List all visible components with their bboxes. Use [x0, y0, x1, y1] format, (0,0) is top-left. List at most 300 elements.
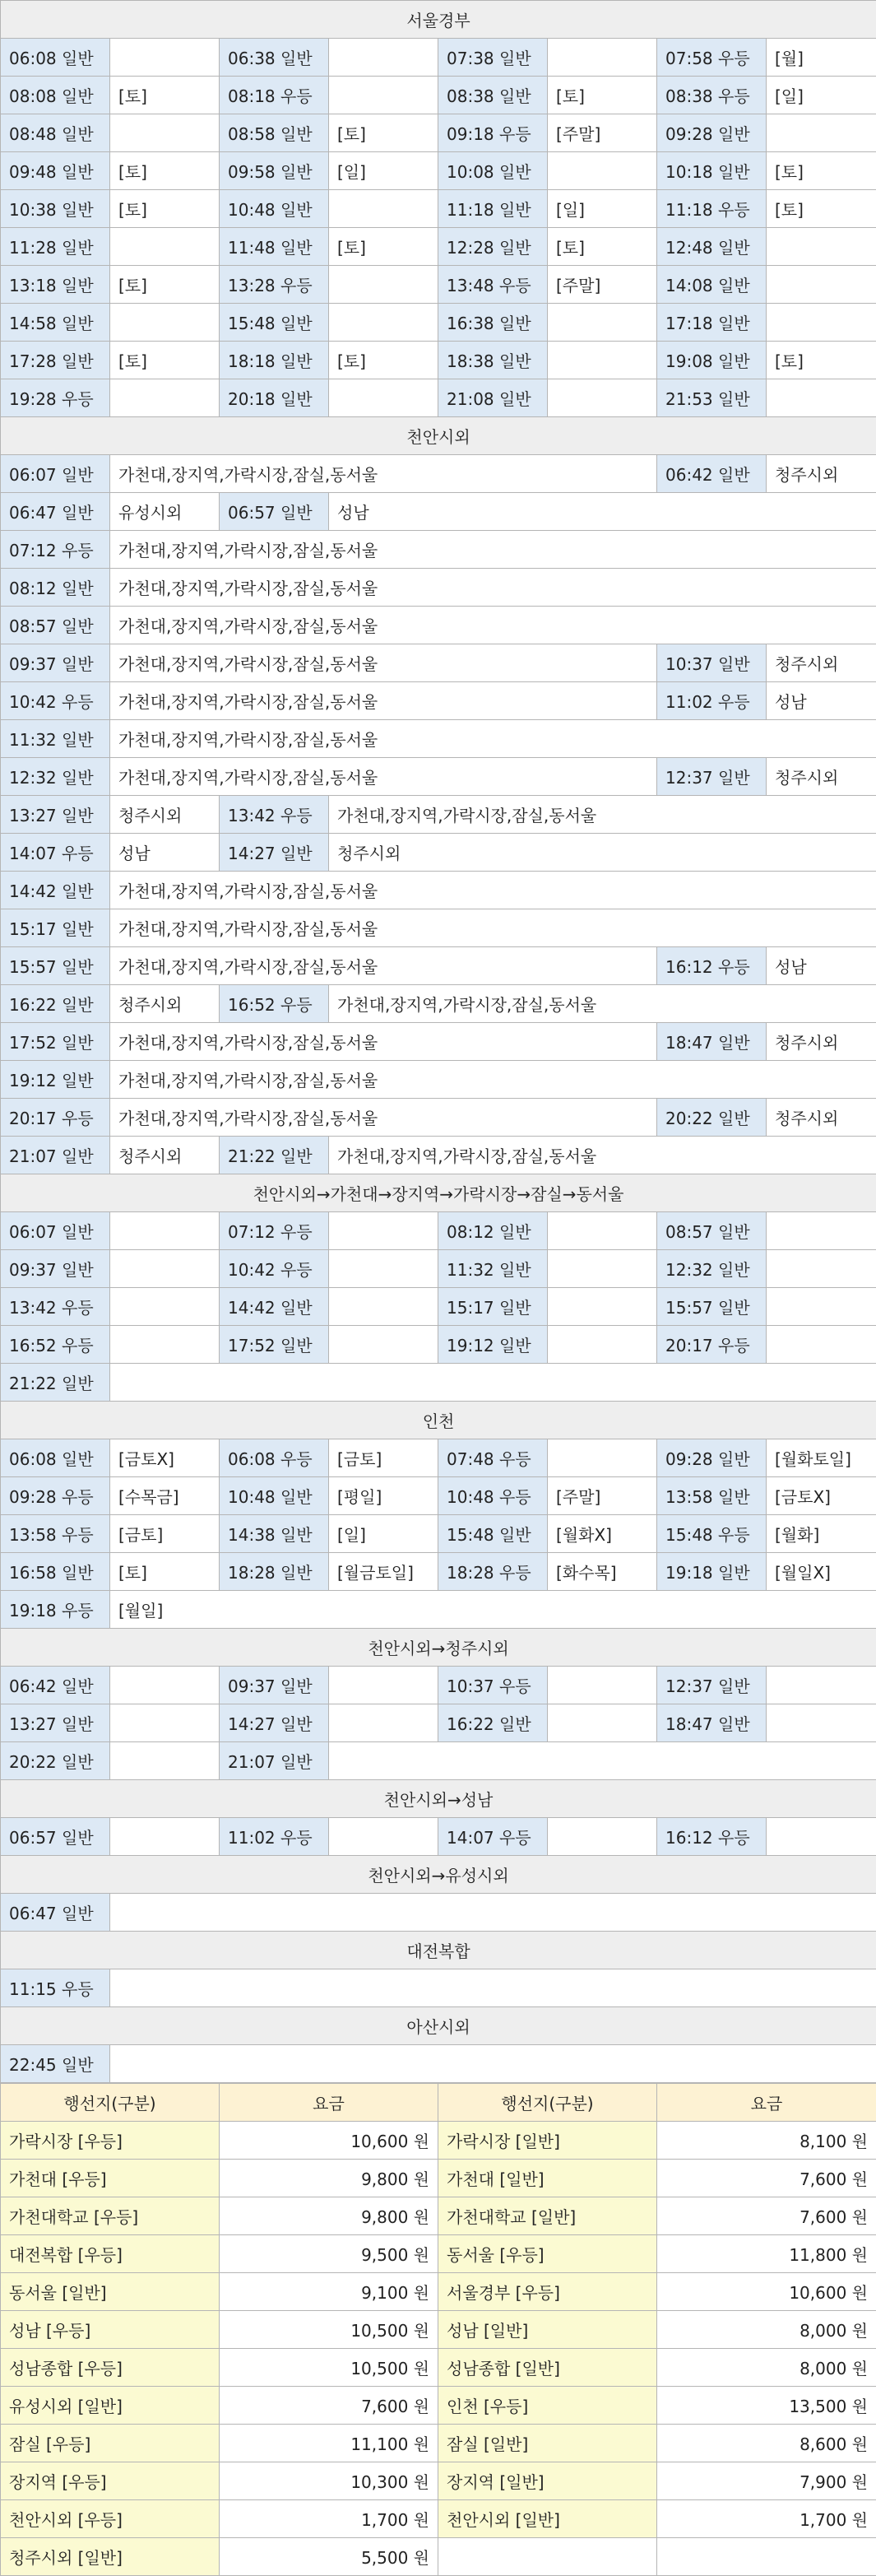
departure-note: 가천대,장지역,가락시장,잠실,동서울 — [329, 1137, 876, 1174]
departure-time: 10:42 우등 — [1, 682, 110, 720]
departure-time: 21:07 일반 — [220, 1742, 329, 1780]
schedule-row — [1, 1023, 876, 1061]
departure-time: 13:42 우등 — [1, 1288, 110, 1326]
fare-destination: 장지역 [우등] — [1, 2462, 220, 2500]
departure-time: 06:07 일반 — [1, 455, 110, 493]
departure-note — [767, 1288, 876, 1326]
departure-time: 15:17 일반 — [438, 1288, 548, 1326]
departure-note — [110, 1894, 876, 1932]
departure-note: [토] — [329, 228, 438, 266]
departure-time: 09:37 일반 — [220, 1667, 329, 1704]
fare-destination: 가천대 [일반] — [438, 2160, 657, 2197]
departure-time: 16:12 우등 — [657, 1818, 767, 1856]
departure-time: 19:12 일반 — [1, 1061, 110, 1099]
departure-time: 12:32 일반 — [657, 1250, 767, 1288]
departure-note: 가천대,장지역,가락시장,잠실,동서울 — [110, 455, 657, 493]
departure-note: 가천대,장지역,가락시장,잠실,동서울 — [110, 682, 657, 720]
departure-note: 청주시외 — [110, 985, 220, 1023]
departure-time: 10:38 일반 — [1, 190, 110, 228]
section-header-row — [1, 1629, 876, 1667]
departure-time: 16:52 우등 — [220, 985, 329, 1023]
departure-note — [110, 1212, 220, 1250]
departure-note: [토] — [110, 266, 220, 304]
schedule-row — [1, 1137, 876, 1174]
departure-note: [금토X] — [767, 1477, 876, 1515]
departure-time: 18:28 우등 — [438, 1553, 548, 1591]
section-header-row — [1, 1932, 876, 1969]
departure-time: 08:48 일반 — [1, 114, 110, 152]
departure-time: 11:28 일반 — [1, 228, 110, 266]
fare-destination: 동서울 [우등] — [438, 2235, 657, 2273]
departure-time: 11:18 우등 — [657, 190, 767, 228]
departure-note — [767, 1250, 876, 1288]
fare-amount: 1,700 원 — [220, 2500, 438, 2538]
departure-note: [화수목] — [548, 1553, 657, 1591]
departure-note: [토] — [110, 190, 220, 228]
schedule-row — [1, 190, 876, 228]
fare-row — [1, 2160, 876, 2197]
departure-note — [110, 1742, 220, 1780]
fare-amount: 10,500 원 — [220, 2349, 438, 2387]
departure-note: [금토] — [110, 1515, 220, 1553]
departure-time: 19:18 일반 — [657, 1553, 767, 1591]
departure-time: 07:12 우등 — [1, 531, 110, 569]
departure-note: 가천대,장지역,가락시장,잠실,동서울 — [329, 985, 876, 1023]
fare-header-row — [1, 2084, 876, 2122]
departure-note — [767, 304, 876, 342]
schedule-row — [1, 1515, 876, 1553]
schedule-row — [1, 152, 876, 190]
schedule-row — [1, 342, 876, 379]
departure-note — [329, 190, 438, 228]
departure-time: 06:08 우등 — [220, 1439, 329, 1477]
fare-amount: 7,900 원 — [657, 2462, 876, 2500]
departure-note — [329, 1818, 438, 1856]
fare-table — [0, 2083, 876, 2576]
departure-time: 08:08 일반 — [1, 77, 110, 114]
departure-time: 14:42 일반 — [220, 1288, 329, 1326]
departure-time: 13:42 우등 — [220, 796, 329, 834]
schedule-row — [1, 720, 876, 758]
departure-note: 청주시외 — [329, 834, 876, 872]
section-title: 서울경부 — [1, 1, 876, 39]
schedule-row — [1, 607, 876, 644]
departure-time: 21:22 일반 — [1, 1364, 110, 1402]
departure-note: 가천대,장지역,가락시장,잠실,동서울 — [110, 1099, 657, 1137]
departure-time: 17:18 일반 — [657, 304, 767, 342]
departure-note — [110, 114, 220, 152]
destination-column-header: 행선지(구분) — [1, 2084, 220, 2122]
fare-destination: 서울경부 [우등] — [438, 2273, 657, 2311]
departure-time: 14:42 일반 — [1, 872, 110, 909]
fare-amount: 8,100 원 — [657, 2122, 876, 2160]
section-header-row — [1, 1780, 876, 1818]
departure-note — [110, 2045, 876, 2083]
departure-note — [548, 1250, 657, 1288]
fare-amount: 5,500 원 — [220, 2538, 438, 2576]
departure-time: 06:47 일반 — [1, 1894, 110, 1932]
schedule-row — [1, 1061, 876, 1099]
fare-destination: 동서울 [일반] — [1, 2273, 220, 2311]
departure-note: 성남 — [767, 682, 876, 720]
departure-time: 10:37 일반 — [657, 644, 767, 682]
section-title: 인천 — [1, 1402, 876, 1439]
fare-amount: 13,500 원 — [657, 2387, 876, 2425]
schedule-row — [1, 1818, 876, 1856]
schedule-row — [1, 985, 876, 1023]
departure-note: [토] — [110, 152, 220, 190]
departure-time: 22:45 일반 — [1, 2045, 110, 2083]
departure-time: 20:22 일반 — [1, 1742, 110, 1780]
departure-time: 08:57 일반 — [657, 1212, 767, 1250]
fare-destination: 잠실 [일반] — [438, 2425, 657, 2462]
schedule-row — [1, 228, 876, 266]
departure-note: 가천대,장지역,가락시장,잠실,동서울 — [329, 796, 876, 834]
section-title: 천안시외→성남 — [1, 1780, 876, 1818]
fare-amount: 9,100 원 — [220, 2273, 438, 2311]
section-title: 천안시외 — [1, 417, 876, 455]
departure-time: 09:48 일반 — [1, 152, 110, 190]
departure-time: 08:57 일반 — [1, 607, 110, 644]
departure-note: 청주시외 — [767, 644, 876, 682]
departure-note: 가천대,장지역,가락시장,잠실,동서울 — [110, 644, 657, 682]
schedule-row — [1, 379, 876, 417]
fare-destination: 대전복합 [우등] — [1, 2235, 220, 2273]
departure-note: 성남 — [329, 493, 876, 531]
departure-note — [110, 1326, 220, 1364]
departure-time: 10:48 우등 — [438, 1477, 548, 1515]
departure-time: 15:17 일반 — [1, 909, 110, 947]
departure-note — [767, 1667, 876, 1704]
departure-note — [548, 1326, 657, 1364]
departure-time: 19:18 우등 — [1, 1591, 110, 1629]
departure-note: 청주시외 — [110, 796, 220, 834]
departure-note: 가천대,장지역,가락시장,잠실,동서울 — [110, 531, 876, 569]
departure-time: 06:57 일반 — [1, 1818, 110, 1856]
fare-row — [1, 2500, 876, 2538]
fare-amount: 10,300 원 — [220, 2462, 438, 2500]
fare-destination: 천안시외 [우등] — [1, 2500, 220, 2538]
fare-row — [1, 2387, 876, 2425]
departure-time: 09:37 일반 — [1, 1250, 110, 1288]
departure-note: 성남 — [767, 947, 876, 985]
destination-column-header: 행선지(구분) — [438, 2084, 657, 2122]
departure-note — [329, 266, 438, 304]
departure-time: 14:58 일반 — [1, 304, 110, 342]
departure-time: 10:18 일반 — [657, 152, 767, 190]
departure-time: 18:28 일반 — [220, 1553, 329, 1591]
schedule-row — [1, 1477, 876, 1515]
departure-note — [548, 39, 657, 77]
schedule-row — [1, 77, 876, 114]
schedule-row — [1, 1704, 876, 1742]
departure-note — [110, 304, 220, 342]
departure-time: 15:57 일반 — [1, 947, 110, 985]
departure-time: 11:32 일반 — [1, 720, 110, 758]
departure-time: 14:27 일반 — [220, 834, 329, 872]
section-title: 대전복합 — [1, 1932, 876, 1969]
section-title: 천안시외→가천대→장지역→가락시장→잠실→동서울 — [1, 1174, 876, 1212]
departure-time: 19:12 일반 — [438, 1326, 548, 1364]
departure-time: 17:52 일반 — [220, 1326, 329, 1364]
schedule-row — [1, 1439, 876, 1477]
fare-destination: 가락시장 [우등] — [1, 2122, 220, 2160]
departure-time: 11:15 우등 — [1, 1969, 110, 2007]
departure-time: 13:28 우등 — [220, 266, 329, 304]
departure-note — [329, 1212, 438, 1250]
departure-note — [767, 1818, 876, 1856]
schedule-row — [1, 493, 876, 531]
departure-time: 07:58 우등 — [657, 39, 767, 77]
departure-note — [110, 228, 220, 266]
departure-time: 14:07 우등 — [1, 834, 110, 872]
departure-note — [767, 1212, 876, 1250]
fare-amount: 7,600 원 — [657, 2160, 876, 2197]
departure-note: [토] — [767, 342, 876, 379]
fare-amount: 10,600 원 — [220, 2122, 438, 2160]
departure-time: 20:22 일반 — [657, 1099, 767, 1137]
departure-time: 12:37 일반 — [657, 758, 767, 796]
departure-time: 14:27 일반 — [220, 1704, 329, 1742]
departure-note — [110, 1250, 220, 1288]
departure-time: 21:08 일반 — [438, 379, 548, 417]
fare-amount: 10,600 원 — [657, 2273, 876, 2311]
departure-note: [토] — [110, 342, 220, 379]
schedule-row — [1, 455, 876, 493]
fare-amount: 9,500 원 — [220, 2235, 438, 2273]
departure-note: 가천대,장지역,가락시장,잠실,동서울 — [110, 909, 876, 947]
fare-amount: 8,600 원 — [657, 2425, 876, 2462]
departure-note: 청주시외 — [767, 455, 876, 493]
departure-note — [329, 1288, 438, 1326]
departure-time: 14:38 일반 — [220, 1515, 329, 1553]
departure-note: [토] — [548, 77, 657, 114]
departure-time: 06:42 일반 — [657, 455, 767, 493]
departure-time: 17:52 일반 — [1, 1023, 110, 1061]
departure-note: [월화X] — [548, 1515, 657, 1553]
schedule-row — [1, 758, 876, 796]
fare-row — [1, 2462, 876, 2500]
departure-note — [548, 342, 657, 379]
fare-destination: 가천대학교 [일반] — [438, 2197, 657, 2235]
departure-note — [767, 266, 876, 304]
departure-time: 18:18 일반 — [220, 342, 329, 379]
departure-note — [548, 1704, 657, 1742]
departure-time: 15:57 일반 — [657, 1288, 767, 1326]
departure-note — [110, 1969, 876, 2007]
fare-row — [1, 2538, 876, 2576]
departure-time: 08:18 우등 — [220, 77, 329, 114]
schedule-row — [1, 947, 876, 985]
fare-destination: 가천대학교 [우등] — [1, 2197, 220, 2235]
schedule-row — [1, 569, 876, 607]
departure-note: [주말] — [548, 266, 657, 304]
departure-time: 21:22 일반 — [220, 1137, 329, 1174]
departure-note: [수목금] — [110, 1477, 220, 1515]
schedule-row — [1, 2045, 876, 2083]
departure-note: 가천대,장지역,가락시장,잠실,동서울 — [110, 607, 876, 644]
departure-time: 13:48 우등 — [438, 266, 548, 304]
departure-time: 21:53 일반 — [657, 379, 767, 417]
departure-time: 08:58 일반 — [220, 114, 329, 152]
fare-row — [1, 2197, 876, 2235]
section-header-row — [1, 1856, 876, 1894]
departure-note: 가천대,장지역,가락시장,잠실,동서울 — [110, 1023, 657, 1061]
departure-time: 08:12 일반 — [1, 569, 110, 607]
departure-note — [329, 1704, 438, 1742]
departure-note: [일] — [329, 1515, 438, 1553]
departure-note: [토] — [110, 77, 220, 114]
fare-destination: 천안시외 [일반] — [438, 2500, 657, 2538]
departure-time: 06:07 일반 — [1, 1212, 110, 1250]
departure-note — [548, 304, 657, 342]
departure-time: 13:18 일반 — [1, 266, 110, 304]
departure-note: 청주시외 — [110, 1137, 220, 1174]
departure-time: 13:27 일반 — [1, 1704, 110, 1742]
departure-note — [329, 1326, 438, 1364]
departure-time: 08:12 일반 — [438, 1212, 548, 1250]
departure-time: 15:48 우등 — [657, 1515, 767, 1553]
departure-time: 16:58 일반 — [1, 1553, 110, 1591]
section-header-row — [1, 417, 876, 455]
departure-note — [329, 1250, 438, 1288]
departure-note: 가천대,장지역,가락시장,잠실,동서울 — [110, 758, 657, 796]
departure-note: [월일] — [110, 1591, 876, 1629]
departure-time: 09:37 일반 — [1, 644, 110, 682]
departure-time: 11:32 일반 — [438, 1250, 548, 1288]
departure-note — [329, 77, 438, 114]
fare-destination: 장지역 [일반] — [438, 2462, 657, 2500]
schedule-row — [1, 39, 876, 77]
fare-destination: 성남종합 [일반] — [438, 2349, 657, 2387]
departure-note: [토] — [110, 1553, 220, 1591]
fare-destination: 청주시외 [일반] — [1, 2538, 220, 2576]
departure-time: 18:47 일반 — [657, 1704, 767, 1742]
fare-row — [1, 2425, 876, 2462]
departure-time: 11:02 우등 — [220, 1818, 329, 1856]
departure-time: 06:38 일반 — [220, 39, 329, 77]
section-title: 천안시외→유성시외 — [1, 1856, 876, 1894]
departure-time: 10:42 우등 — [220, 1250, 329, 1288]
section-header-row — [1, 1, 876, 39]
departure-time: 12:37 일반 — [657, 1667, 767, 1704]
schedule-row — [1, 1553, 876, 1591]
departure-note — [548, 1212, 657, 1250]
fare-amount: 11,800 원 — [657, 2235, 876, 2273]
departure-note: 청주시외 — [767, 758, 876, 796]
schedule-row — [1, 1667, 876, 1704]
fare-destination: 유성시외 [일반] — [1, 2387, 220, 2425]
fare-amount: 9,800 원 — [220, 2197, 438, 2235]
departure-time: 06:08 일반 — [1, 39, 110, 77]
departure-note: 가천대,장지역,가락시장,잠실,동서울 — [110, 872, 876, 909]
departure-time: 11:18 일반 — [438, 190, 548, 228]
schedule-row — [1, 1969, 876, 2007]
schedule-row — [1, 1894, 876, 1932]
fare-destination: 가락시장 [일반] — [438, 2122, 657, 2160]
departure-note: [금토X] — [110, 1439, 220, 1477]
departure-time: 06:08 일반 — [1, 1439, 110, 1477]
departure-time: 21:07 일반 — [1, 1137, 110, 1174]
departure-time: 09:28 일반 — [657, 114, 767, 152]
departure-time: 09:58 일반 — [220, 152, 329, 190]
fare-amount — [657, 2538, 876, 2576]
departure-note: [월화토일] — [767, 1439, 876, 1477]
departure-note — [548, 1288, 657, 1326]
departure-time: 09:18 우등 — [438, 114, 548, 152]
departure-note — [110, 1288, 220, 1326]
schedule-row — [1, 909, 876, 947]
schedule-row — [1, 1742, 876, 1780]
departure-time: 18:47 일반 — [657, 1023, 767, 1061]
fare-destination: 성남 [일반] — [438, 2311, 657, 2349]
departure-time: 11:48 일반 — [220, 228, 329, 266]
departure-note: 성남 — [110, 834, 220, 872]
departure-note: 청주시외 — [767, 1023, 876, 1061]
schedule-row — [1, 1326, 876, 1364]
fare-amount: 1,700 원 — [657, 2500, 876, 2538]
departure-time: 13:58 일반 — [657, 1477, 767, 1515]
fare-destination: 가천대 [우등] — [1, 2160, 220, 2197]
departure-note: [금토] — [329, 1439, 438, 1477]
departure-time: 19:08 일반 — [657, 342, 767, 379]
schedule-row — [1, 304, 876, 342]
departure-note — [767, 228, 876, 266]
departure-note — [110, 379, 220, 417]
departure-note — [110, 39, 220, 77]
departure-time: 16:22 일반 — [1, 985, 110, 1023]
schedule-row — [1, 1288, 876, 1326]
fare-amount: 9,800 원 — [220, 2160, 438, 2197]
departure-time: 15:48 일반 — [438, 1515, 548, 1553]
fare-amount: 11,100 원 — [220, 2425, 438, 2462]
fare-destination: 성남 [우등] — [1, 2311, 220, 2349]
departure-time: 10:48 일반 — [220, 1477, 329, 1515]
departure-time: 18:38 일반 — [438, 342, 548, 379]
departure-note: [월일X] — [767, 1553, 876, 1591]
departure-time: 13:27 일반 — [1, 796, 110, 834]
departure-time: 08:38 일반 — [438, 77, 548, 114]
departure-time: 12:32 일반 — [1, 758, 110, 796]
fare-row — [1, 2311, 876, 2349]
fare-destination: 성남종합 [우등] — [1, 2349, 220, 2387]
departure-note — [110, 1364, 876, 1402]
departure-note — [329, 304, 438, 342]
departure-note: 청주시외 — [767, 1099, 876, 1137]
departure-note — [548, 1439, 657, 1477]
schedule-row — [1, 266, 876, 304]
section-header-row — [1, 1174, 876, 1212]
departure-time: 17:28 일반 — [1, 342, 110, 379]
departure-note — [329, 1742, 876, 1780]
departure-time: 12:28 일반 — [438, 228, 548, 266]
fare-amount: 7,600 원 — [220, 2387, 438, 2425]
departure-note: [일] — [548, 190, 657, 228]
departure-time: 07:38 일반 — [438, 39, 548, 77]
fare-row — [1, 2122, 876, 2160]
departure-note — [548, 1667, 657, 1704]
fare-column-header: 요금 — [220, 2084, 438, 2122]
departure-time: 12:48 일반 — [657, 228, 767, 266]
schedule-row — [1, 644, 876, 682]
departure-time: 16:52 우등 — [1, 1326, 110, 1364]
departure-note — [110, 1704, 220, 1742]
departure-time: 10:48 일반 — [220, 190, 329, 228]
departure-note — [767, 114, 876, 152]
fare-destination — [438, 2538, 657, 2576]
departure-time: 10:37 우등 — [438, 1667, 548, 1704]
departure-time: 20:18 일반 — [220, 379, 329, 417]
